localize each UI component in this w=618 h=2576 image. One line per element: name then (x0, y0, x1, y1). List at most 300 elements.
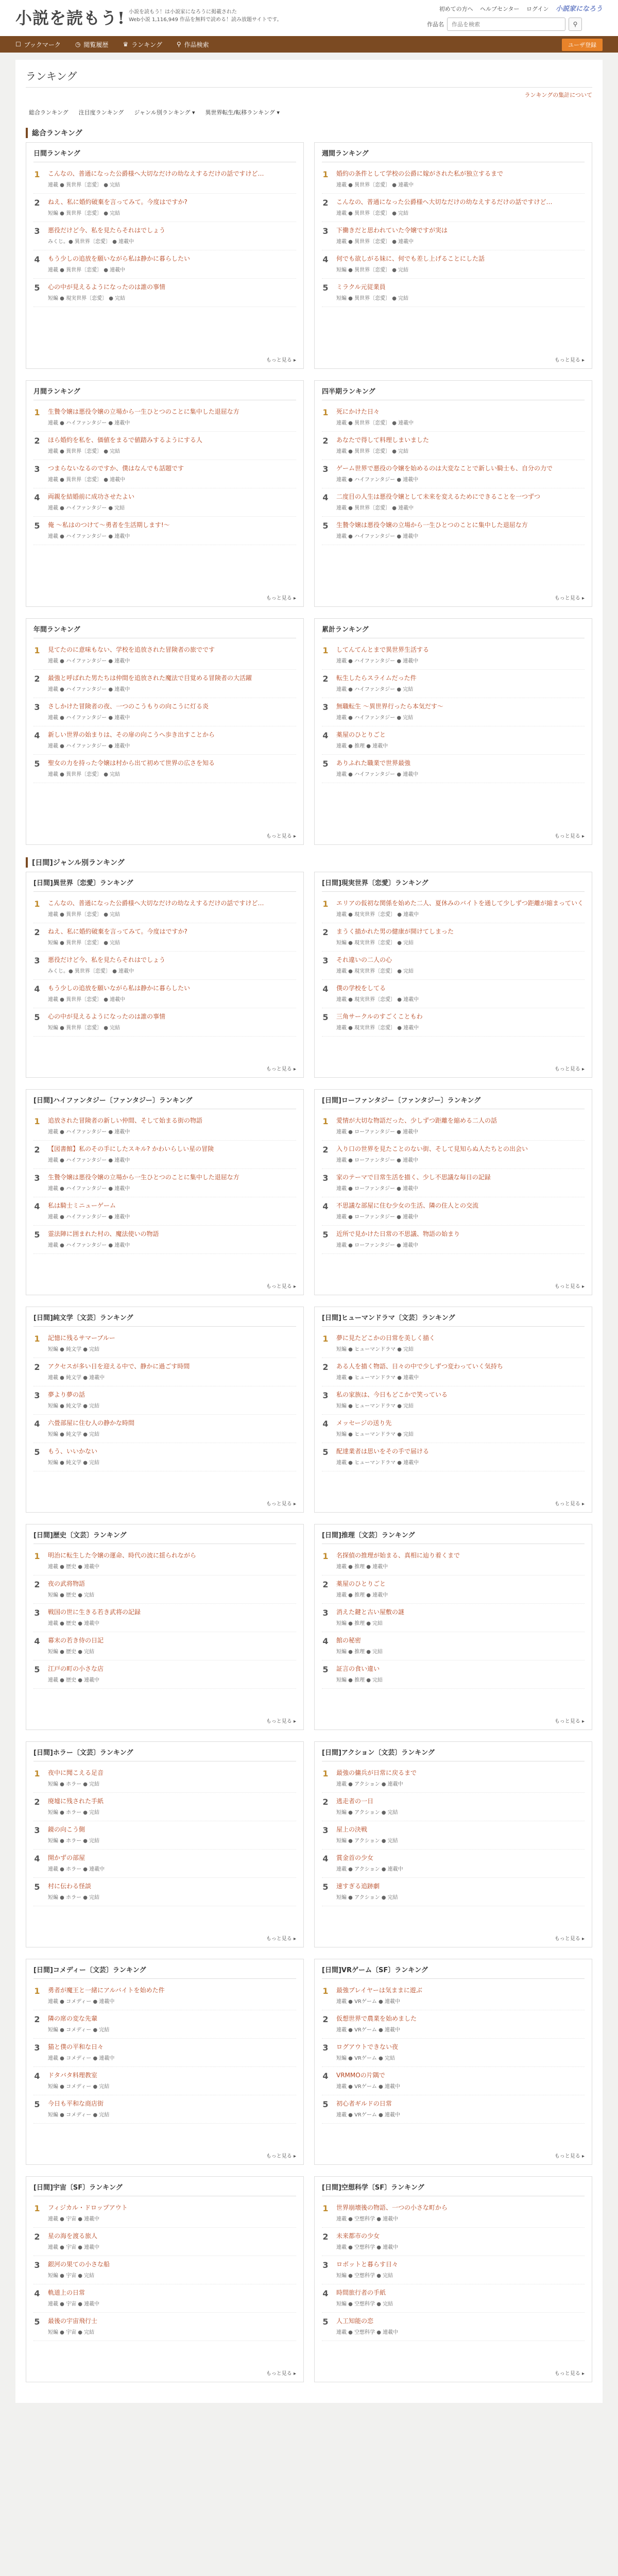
entry-title-link[interactable]: 夜の武将物語 (48, 1580, 85, 1587)
entry-meta: 連載 ● ハイファンタジー ● 連載中 (336, 772, 419, 777)
ranking-grid (26, 872, 592, 2382)
entry-title-link[interactable]: 江戸の町の小さな店 (48, 1665, 104, 1672)
ranking-entry (322, 698, 585, 726)
entry-title-link[interactable]: こんなの、普通になった公爵様へ大切なだけの幼なえするだけの話ですけど… (48, 900, 264, 907)
entry-body (336, 899, 583, 918)
ranking-entry (322, 2284, 585, 2313)
nav-ranking-label: ランキング (131, 41, 162, 48)
entry-body (336, 1580, 388, 1598)
ranking-entry (322, 432, 585, 460)
more-link[interactable]: もっと見る ▸ (554, 596, 585, 601)
entry-title-link[interactable]: 夢に見たどこかの日常を美しく描く (336, 1334, 436, 1342)
ranking-entry (33, 1226, 296, 1254)
rank-number: 3 (34, 956, 40, 965)
entry-meta: 連載 ● ハイファンタジー ● 連載中 (48, 1129, 130, 1135)
entry-title-link[interactable]: ミラクル元従業員 (336, 283, 386, 291)
rank-number: 2 (34, 2014, 40, 2024)
rank-number: 3 (34, 1391, 40, 1400)
entry-title-link[interactable]: 無職転生 ～異世界行ったら本気だす～ (336, 703, 443, 710)
entry-meta: 短編 ● 異世界〔恋愛〕 ● 完結 (48, 211, 121, 216)
rank-number: 3 (34, 2043, 40, 2053)
entry-body (48, 1447, 99, 1466)
entry-meta: 短編 ● コメディー ● 完結 (48, 2112, 110, 2118)
entry-title-link[interactable]: してんてんとまで異世界生活する (336, 646, 430, 653)
rank-number: 2 (322, 1145, 329, 1155)
bookmark-icon: ☐ (15, 41, 21, 48)
rank-number: 3 (322, 956, 329, 965)
entry-title-link[interactable]: 最後の宇宙飛行士 (48, 2317, 98, 2325)
entry-meta: 連載 ● 空想科学 ● 連載中 (336, 2330, 399, 2335)
entry-meta: 連載 ● ローファンタジー ● 連載中 (336, 1186, 419, 1192)
site-logo[interactable]: 小説を読もう! (15, 8, 126, 28)
ranking-entry (33, 1632, 296, 1660)
more-link[interactable]: もっと見る ▸ (554, 834, 585, 839)
more-link[interactable]: もっと見る ▸ (554, 1501, 585, 1507)
more-link[interactable]: もっと見る ▸ (266, 1284, 296, 1290)
more-link[interactable]: もっと見る ▸ (554, 2154, 585, 2159)
ranking-entry (322, 1850, 585, 1878)
ranking-entry (322, 1008, 585, 1037)
entry-meta: 連載 ● ハイファンタジー ● 連載中 (48, 658, 130, 664)
link-help-center[interactable]: ヘルプセンター (480, 6, 520, 12)
entry-title-link[interactable]: 婚約の条件として学校の公爵に嫁がされた私が独立するまで (336, 170, 504, 177)
entry-body (336, 1636, 383, 1655)
entry-title-link[interactable]: ゲーム世界で悪役の令嬢を始めるのは大変なことで新しい騎士も、自分の力で (336, 465, 553, 472)
entry-meta: 連載 ● 現実世界〔恋愛〕 ● 連載中 (336, 1025, 419, 1031)
ranking-entry (322, 2313, 585, 2341)
entry-body (336, 646, 429, 664)
entry-title-link[interactable]: 軌道上の日常 (48, 2289, 85, 2296)
entry-title-link[interactable]: 心の中が見えるようになったのは誰の事情 (48, 283, 166, 291)
ranking-box (26, 618, 304, 845)
entry-title-link[interactable]: 館の秘密 (336, 1637, 362, 1644)
entry-title-link[interactable]: 最強の傭兵が日常に戻るまで (336, 1769, 417, 1776)
ranking-entry (33, 2228, 296, 2256)
entry-body (336, 2099, 400, 2118)
entry-body (336, 2204, 448, 2222)
entry-body (336, 1551, 460, 1570)
entry-title-link[interactable]: 心の中が見えるようになったのは誰の事情 (48, 1013, 166, 1020)
rank-number: 4 (322, 731, 329, 740)
entry-title-link[interactable]: 廃墟に残された手紙 (48, 1798, 104, 1805)
rank-number: 1 (322, 170, 329, 179)
link-narou[interactable]: 小説家になろう (555, 5, 603, 13)
entry-body (336, 1012, 423, 1031)
more-link[interactable]: もっと見る ▸ (554, 1936, 585, 1942)
ranking-entry (33, 1386, 296, 1415)
site-tagline (129, 8, 282, 24)
entry-body (48, 2043, 114, 2061)
entry-title-link[interactable]: 僕の学校をしてる (336, 985, 386, 992)
entry-title-link[interactable]: それ違いの二人の心 (336, 956, 392, 963)
entry-title-link[interactable]: 逃走者の一日 (336, 1798, 374, 1805)
entry-meta: 短編 ● ホラー ● 完結 (48, 1782, 100, 1787)
entry-title-link[interactable]: 見てたのに意味もない、学校を追放された冒険者の旅でです (48, 646, 215, 653)
entry-title-link[interactable]: メッセージの送り先 (336, 1419, 392, 1427)
entry-title-link[interactable]: 世界崩壊後の物語、一つの小さな町から (336, 2204, 448, 2211)
more-link[interactable]: もっと見る ▸ (266, 1066, 296, 1072)
entry-title-link[interactable]: 不思議な部屋に住む少女の生活、隣の住人との交流 (336, 1202, 479, 1209)
entry-meta: みくじ。● 異世界〔恋愛〕 ● 連載中 (48, 969, 134, 974)
rank-number: 4 (34, 1854, 40, 1863)
ranking-box (26, 1307, 304, 1513)
ranking-entry (322, 1765, 585, 1793)
search-type-select[interactable]: 作品名 (427, 21, 444, 28)
entry-body (48, 646, 215, 664)
entry-title-link[interactable]: 屋上の決戦 (336, 1826, 368, 1833)
entry-title-link[interactable]: もう、いいかない (48, 1448, 98, 1455)
rank-number: 4 (322, 493, 329, 502)
entry-body (336, 2043, 398, 2061)
rank-number: 3 (322, 702, 329, 712)
entry-meta: 連載 ● ヒューマンドラマ ● 連載中 (336, 1375, 419, 1381)
entry-title-link[interactable]: 霊法陣に囲まれた村の、魔法使いの物語 (48, 1230, 159, 1238)
entry-meta: 短編 ● 推理 ● 完結 (336, 1649, 383, 1655)
entry-title-link[interactable]: アクセスが多い日を迎える中で、静かに過ごす時間 (48, 1363, 190, 1370)
filter-attention[interactable]: 注目度ランキング (78, 109, 124, 116)
entry-title-link[interactable]: 六畳部屋に住む人の静かな時間 (48, 1419, 135, 1427)
entry-body (48, 1608, 141, 1626)
entry-title-link[interactable]: 明治に転生した令嬢の運命、時代の波に揺られながら (48, 1552, 197, 1559)
entry-meta: 短編 ● 異世界〔恋愛〕 ● 完結 (336, 296, 409, 301)
entry-body (336, 1173, 491, 1192)
entry-title-link[interactable]: 人工知能の恋 (336, 2317, 374, 2325)
rank-number: 3 (34, 2260, 40, 2270)
filter-isekai[interactable]: 異世界転生/転移ランキング ▾ (205, 109, 280, 116)
ranking-entry (33, 279, 296, 307)
ranking-entry (322, 923, 585, 952)
rank-number: 1 (322, 1986, 329, 1996)
entry-title-link[interactable]: 証言の食い違い (336, 1665, 380, 1672)
more-link[interactable]: もっと見る ▸ (554, 1284, 585, 1290)
entry-title-link[interactable]: 夢より夢の話 (48, 1391, 85, 1398)
ranking-entry (33, 1358, 296, 1386)
entry-body (48, 255, 190, 273)
entry-title-link[interactable]: 村に伝わる怪談 (48, 1883, 92, 1890)
more-link[interactable]: もっと見る ▸ (554, 2371, 585, 2377)
entry-title-link[interactable]: 三角サークルのすごくこともわ (336, 1013, 423, 1020)
entry-meta: 連載 ● ハイファンタジー ● 完結 (336, 715, 414, 721)
entry-title-link[interactable]: 開かずの部屋 (48, 1854, 85, 1861)
ranking-box-title: [日間]コメディー〔文芸〕ランキング (33, 1964, 296, 1979)
entry-title-link[interactable]: 今日も平和な商店街 (48, 2100, 104, 2107)
rank-number: 4 (34, 984, 40, 994)
entry-title-link[interactable]: ロボットと暮らす日々 (336, 2261, 399, 2268)
entry-meta: 連載 ● 異世界〔恋愛〕 ● 完結 (336, 449, 409, 454)
entry-title-link[interactable]: ドタバタ料理教室 (48, 2072, 97, 2079)
entry-title-link[interactable]: ある人を描く物語、日々の中で少しずつ変わっていく気持ち (336, 1363, 503, 1370)
entry-meta: 連載 ● 異世界〔恋愛〕 ● 連載中 (48, 477, 126, 483)
ranking-entry (322, 726, 585, 755)
entry-body (48, 1825, 99, 1844)
entry-title-link[interactable]: 幕末の若き侍の日記 (48, 1637, 104, 1644)
ranking-box-title: [日間]純文学〔文芸〕ランキング (33, 1312, 296, 1327)
ranking-entry (33, 2313, 296, 2341)
entry-meta: 連載 ● 異世界〔恋愛〕 ● 連載中 (336, 182, 414, 188)
entry-body (48, 731, 215, 749)
entry-body (48, 226, 165, 245)
entry-title-link[interactable]: ほら婚約を私を、価値をまるで値踏みするようにする人 (48, 436, 202, 444)
entry-title-link[interactable]: 名探偵の推理が始まる、真相に辿り着くまで (336, 1552, 460, 1559)
entry-body (48, 2099, 109, 2118)
more-link[interactable]: もっと見る ▸ (266, 358, 296, 363)
rank-number: 3 (34, 1173, 40, 1183)
more-link[interactable]: もっと見る ▸ (266, 1501, 296, 1507)
entry-body (48, 1551, 196, 1570)
entry-title-link[interactable]: さしかけた冒険者の夜、一つのこうもりの向こうに灯る炎 (48, 703, 209, 710)
rank-number: 2 (322, 927, 329, 937)
entry-body (48, 1769, 104, 1787)
rank-number: 2 (322, 436, 329, 446)
entry-title-link[interactable]: 戦国の世に生きる若き武将の記録 (48, 1608, 141, 1616)
entry-body (48, 2317, 97, 2335)
entry-title-link[interactable]: 私の家族は、今日もどこかで笑っている (336, 1391, 448, 1398)
more-link[interactable]: もっと見る ▸ (554, 1719, 585, 1724)
entry-title-link[interactable]: つまらないなるのですか、僕はなんでも話題です (48, 465, 184, 472)
ranking-entry (33, 1878, 296, 1906)
entry-body (336, 2071, 400, 2090)
entry-title-link[interactable]: 俺 ～私はのつけて～勇者を生活期します!～ (48, 521, 170, 529)
entry-meta: 連載 ● 異世界〔恋愛〕 ● 完結 (48, 772, 121, 777)
rank-number: 4 (322, 2071, 329, 2081)
entry-title-link[interactable]: 死にかけた日々 (336, 408, 380, 415)
nav-bookmark[interactable] (15, 40, 61, 49)
entry-meta: 短編 ● VRゲーム ● 完結 (336, 2056, 395, 2061)
entry-meta: 連載 ● 異世界〔恋愛〕 ● 完結 (336, 211, 409, 216)
rank-number: 3 (322, 1608, 329, 1618)
rank-number: 5 (34, 521, 40, 531)
entry-meta: 連載 ● VRゲーム ● 連載中 (336, 2084, 400, 2090)
ranking-entry (33, 1112, 296, 1141)
rank-number: 3 (322, 1825, 329, 1835)
filter-overall[interactable]: 総合ランキング (29, 109, 68, 116)
entry-title-link[interactable]: 転生したらスライムだった件 (336, 674, 417, 682)
entry-title-link[interactable]: 悪役だけど今、私を見たらそれはでしょう (48, 227, 166, 234)
more-link[interactable]: もっと見る ▸ (266, 1719, 296, 1724)
entry-title-link[interactable]: 悪役だけど今、私を見たらそれはでしょう (48, 956, 166, 963)
entry-title-link[interactable]: 生贄令嬢は悪役令嬢の立場から一生ひとつのことに集中した退屈な方 (48, 1174, 239, 1181)
entry-body (336, 2289, 393, 2307)
entry-title-link[interactable]: 聖女の力を持った令嬢は村から出て初めて世界の広さを知る (48, 759, 215, 767)
ranking-entry (322, 641, 585, 670)
link-login[interactable]: ログイン (526, 6, 549, 12)
rank-number: 5 (34, 1230, 40, 1240)
entry-meta: 短編 ● 空想科学 ● 完結 (336, 2273, 393, 2279)
entry-body (336, 198, 553, 216)
nav-history[interactable] (75, 40, 109, 49)
rank-number: 2 (34, 1145, 40, 1155)
history-icon: ◷ (75, 41, 81, 48)
ranking-entry (322, 279, 585, 307)
nav-ranking[interactable] (123, 40, 162, 49)
entry-title-link[interactable]: もう少しの追放を願いながら私は静かに暮らしたい (48, 255, 191, 262)
entry-title-link[interactable]: 記憶に残るサマーブルー (48, 1334, 115, 1342)
entry-title-link[interactable]: 入り口の世界を見たことのない街、そして見知らぬ人たちとの出会い (336, 1145, 528, 1153)
entry-body (48, 170, 264, 188)
entry-title-link[interactable]: 鏡の向こう側 (48, 1826, 85, 1833)
search-icon[interactable]: ⚲ (569, 18, 582, 31)
entry-title-link[interactable]: 銀河の果ての小さな船 (48, 2261, 110, 2268)
entry-meta: 連載 ● 推理 ● 連載中 (336, 1592, 388, 1598)
entry-meta: 連載 ● 現実世界〔恋愛〕 ● 連載中 (336, 912, 419, 918)
rank-number: 2 (322, 1797, 329, 1807)
ranking-entry (322, 250, 585, 279)
ranking-entry (322, 2010, 585, 2039)
entry-title-link[interactable]: 配達業者は思いをその手で届ける (336, 1448, 430, 1455)
ranking-box (314, 872, 592, 1078)
entry-meta: 連載 ● ハイファンタジー ● 連載中 (48, 420, 130, 426)
entry-title-link[interactable]: 夜中に聞こえる足音 (48, 1769, 104, 1776)
rank-number: 4 (322, 1854, 329, 1863)
entry-meta: 短編 ● コメディー ● 完結 (48, 2084, 110, 2090)
entry-title-link[interactable]: 速すぎる追跡劇 (336, 1883, 380, 1890)
rank-number: 3 (322, 2260, 329, 2270)
entry-title-link[interactable]: 賞金首の少女 (336, 1854, 374, 1861)
entry-title-link[interactable]: 【図書館】私のその手にしたスキル? かわいらしい星の冒険 (48, 1145, 214, 1153)
entry-body (48, 1419, 134, 1437)
rank-number: 3 (34, 1825, 40, 1835)
ranking-entry (322, 1169, 585, 1197)
entry-meta: 短編 ● 宇宙 ● 完結 (48, 2330, 95, 2335)
more-link[interactable]: もっと見る ▸ (266, 2371, 296, 2377)
entry-body (336, 2232, 398, 2250)
entry-meta: 連載 ● 異世界〔恋愛〕 ● 完結 (48, 182, 121, 188)
ranking-box-title: [日間]ローファンタジー〔ファンタジー〕ランキング (322, 1095, 585, 1109)
rank-number: 2 (34, 198, 40, 208)
entry-title-link[interactable]: こんなの、普通になった公爵様へ大切なだけの幼なえするだけの話ですけど… (48, 170, 264, 177)
rank-number: 2 (322, 1362, 329, 1372)
rank-number: 4 (34, 255, 40, 264)
entry-body (336, 1769, 417, 1787)
entry-title-link[interactable]: ありふれた職業で世界最強 (336, 759, 411, 767)
entry-title-link[interactable]: ねえ、私に婚約破棄を言ってみて。今度はですか? (48, 198, 187, 206)
entry-title-link[interactable]: 薬屋のひとりごと (336, 1580, 386, 1587)
entry-title-link[interactable]: 私は騎士ミニューゲーム (48, 1202, 116, 1209)
rank-number: 4 (34, 731, 40, 740)
more-link[interactable]: もっと見る ▸ (266, 834, 296, 839)
ranking-entry (33, 2284, 296, 2313)
entry-title-link[interactable]: 隣の席の変な先輩 (48, 2015, 98, 2022)
ranking-box (26, 1741, 304, 1947)
ranking-about-link[interactable]: ランキングの集計について (524, 92, 592, 98)
entry-title-link[interactable]: 勇者が魔王と一緒にアルバイトを始めた件 (48, 1987, 165, 1994)
entry-meta: 短編 ● ヒューマンドラマ ● 完結 (336, 1432, 414, 1437)
rank-number: 2 (34, 436, 40, 446)
more-link[interactable]: もっと見る ▸ (554, 1066, 585, 1072)
ranking-box (26, 380, 304, 607)
entry-title-link[interactable]: 生贄令嬢は悪役令嬢の立場から一生ひとつのことに集中した退屈な方 (336, 521, 528, 529)
entry-body (48, 759, 215, 777)
rank-number: 5 (34, 759, 40, 769)
entry-title-link[interactable]: 初心者ギルドの日常 (336, 2100, 392, 2107)
entry-body (336, 1986, 422, 2005)
ranking-entry (33, 165, 296, 194)
entry-meta: 連載 ● 異世界〔恋愛〕 ● 連載中 (336, 420, 414, 426)
entry-title-link[interactable]: 薬屋のひとりごと (336, 731, 386, 738)
entry-title-link[interactable]: VRMMOの片隅で (336, 2072, 385, 2079)
entry-meta: 短編 ● 現実世界〔恋愛〕 ● 完結 (336, 940, 414, 946)
entry-meta: 連載 ● 異世界〔恋愛〕 ● 連載中 (48, 997, 126, 1003)
entry-title-link[interactable]: 消えた鍵と古い屋敷の謎 (336, 1608, 405, 1616)
entry-title-link[interactable]: 猫と僕の平和な日々 (48, 2043, 104, 2050)
entry-title-link[interactable]: 仮想世界で農業を始めました (336, 2015, 417, 2022)
entry-title-link[interactable]: ログアウトできない夜 (336, 2043, 399, 2050)
entry-meta: 連載 ● 現実世界〔恋愛〕 ● 完結 (336, 969, 414, 974)
entry-meta: 連載 ● 歴史 ● 連載中 (48, 1621, 100, 1626)
entry-title-link[interactable]: 最強プレイヤーは気ままに遊ぶ (336, 1987, 422, 1994)
section-heading: [日間]ジャンル別ランキング (26, 857, 592, 868)
rank-number: 5 (34, 2317, 40, 2327)
rank-number: 4 (322, 1419, 329, 1429)
entry-title-link[interactable]: こんなの、普通になった公爵様へ大切なだけの幼なえするだけの話ですけど… (336, 198, 553, 206)
crown-icon: ♛ (123, 41, 129, 48)
entry-title-link[interactable]: 愛情が大切な物語だった、少しずつ距離を縮める二人の話 (336, 1117, 497, 1124)
entry-title-link[interactable]: まうく描かれた男の健康が開けてしまった (336, 928, 454, 935)
entry-title-link[interactable]: 二度目の人生は悪役令嬢として未来を変えるためにできることを一つずつ (336, 493, 541, 500)
entry-meta: 連載 ● 空想科学 ● 連載中 (336, 2245, 399, 2250)
entry-title-link[interactable]: ねえ、私に婚約破棄を言ってみて。今度はですか? (48, 928, 187, 935)
entry-title-link[interactable]: 家のテーマで日常生活を描く、少し不思議な毎日の記録 (336, 1174, 491, 1181)
entry-title-link[interactable]: 新しい世界の始まりは、その扉の向こうへ歩き出すことから (48, 731, 215, 738)
ranking-box-title: [日間]ホラー〔文芸〕ランキング (33, 1747, 296, 1761)
entry-body (48, 2289, 99, 2307)
link-first-time[interactable]: 初めての方へ (439, 6, 473, 12)
rank-number: 1 (34, 170, 40, 179)
entry-title-link[interactable]: 未来都市の少女 (336, 2232, 380, 2240)
entry-title-link[interactable]: 何でも欲しがる妹に、何でも差し上げることにした話 (336, 255, 485, 262)
entry-title-link[interactable]: 生贄令嬢は悪役令嬢の立場から一生ひとつのことに集中した退屈な方 (48, 408, 239, 415)
ranking-entry (33, 2256, 296, 2284)
entry-title-link[interactable]: 最強と呼ばれた男たちは仲間を追放された魔法で目覚める冒険者の大活躍 (48, 674, 252, 682)
more-link[interactable]: もっと見る ▸ (554, 358, 585, 363)
entry-body (336, 1665, 383, 1683)
search-input[interactable] (447, 18, 565, 31)
entry-title-link[interactable]: 下働きだと思われていた令嬢ですが実は (336, 227, 448, 234)
entry-title-link[interactable]: 両親を結婚前に成功させたよい (48, 493, 135, 500)
ranking-entry (33, 1850, 296, 1878)
more-link[interactable]: もっと見る ▸ (266, 2154, 296, 2159)
ranking-entry (33, 726, 296, 755)
more-link[interactable]: もっと見る ▸ (266, 596, 296, 601)
filter-genre[interactable]: ジャンル別ランキング ▾ (134, 109, 195, 116)
entry-title-link[interactable]: 近所で見かけた日常の不思議、物語の始まり (336, 1230, 460, 1238)
entry-title-link[interactable]: あなたで得して料理しまいました (336, 436, 430, 444)
ranking-entry (322, 460, 585, 488)
ranking-box-title: [日間]現実世界〔恋愛〕ランキング (322, 877, 585, 892)
entry-title-link[interactable]: もう少しの追放を願いながら私は静かに暮らしたい (48, 985, 191, 992)
user-register-button[interactable]: ユーザ登録 (562, 39, 603, 51)
ranking-entry (33, 1982, 296, 2010)
entry-title-link[interactable]: エリアの仮初な関係を始めた二人、夏休みのバイトを通して少しずつ距離が縮まっていく (336, 900, 584, 907)
entry-body (48, 1391, 99, 1409)
entry-meta: 連載 ● 宇宙 ● 連載中 (48, 2301, 100, 2307)
entry-title-link[interactable]: 追放された冒険者の新しい仲間、そして始まる街の物語 (48, 1117, 203, 1124)
ranking-entry (322, 1821, 585, 1850)
entry-body (336, 521, 528, 539)
more-link[interactable]: もっと見る ▸ (266, 1936, 296, 1942)
entry-title-link[interactable]: 時間旅行者の手紙 (336, 2289, 386, 2296)
ranking-box (314, 142, 592, 369)
entry-body (48, 493, 134, 511)
nav-search[interactable] (177, 40, 209, 49)
entry-meta: 連載 ● VRゲーム ● 連載中 (336, 1999, 400, 2005)
page-title: ランキング (26, 68, 592, 88)
ranking-box (26, 1959, 304, 2165)
entry-title-link[interactable]: フィジカル・ドロップアウト (48, 2204, 128, 2211)
ranking-entry (322, 2039, 585, 2067)
entry-title-link[interactable]: 星の海を渡る旅人 (48, 2232, 98, 2240)
tagline-line2: Web小説 1,116,949 作品を無料で読める！読み放題サイトです。 (129, 17, 282, 23)
